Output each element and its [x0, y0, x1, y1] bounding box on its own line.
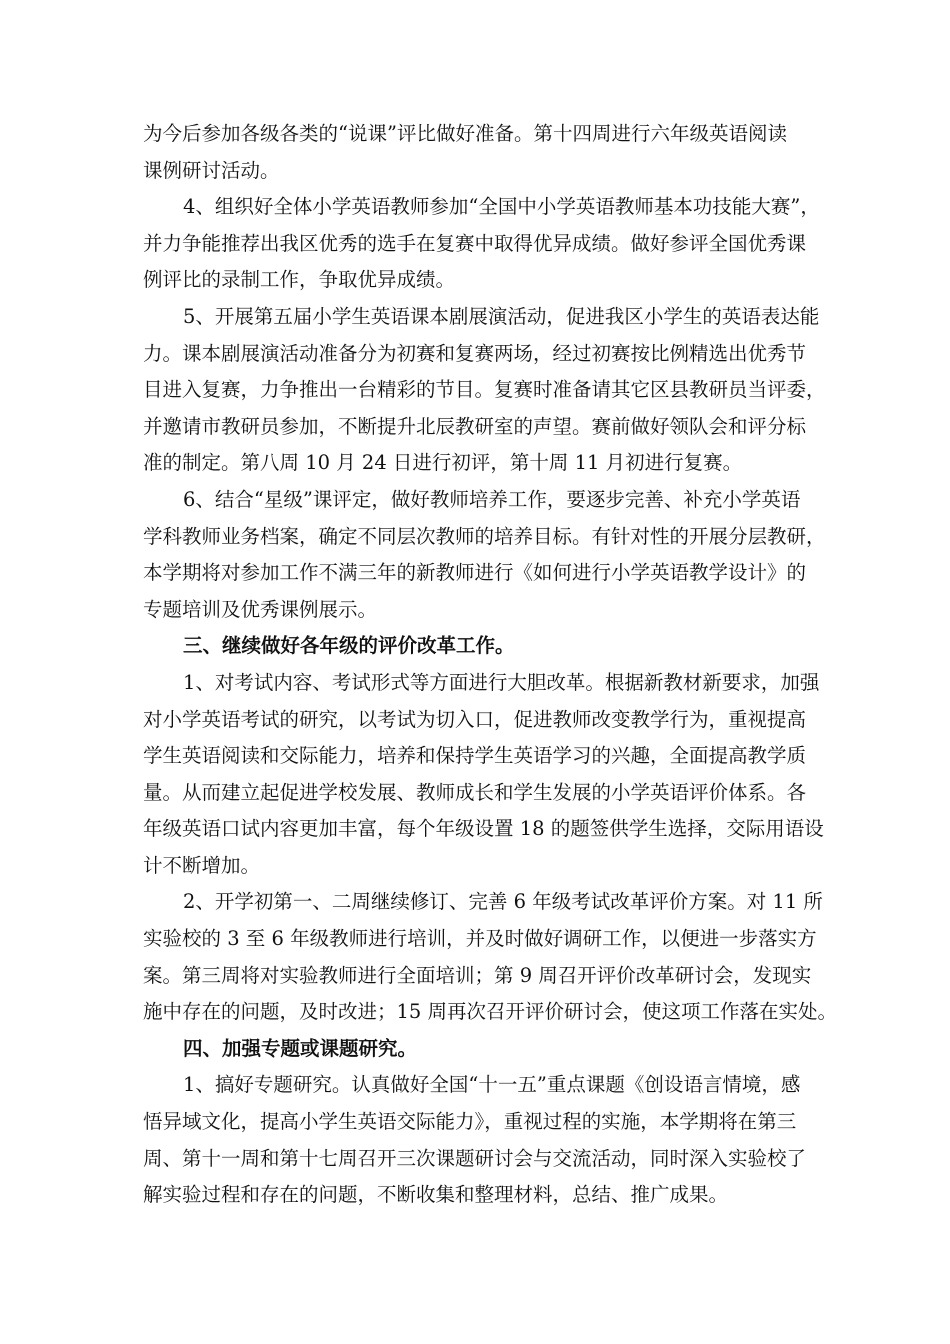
- paragraph-line: 年级英语口试内容更加丰富，每个年级设置 18 的题签供学生选择，交际用语设: [143, 817, 824, 841]
- paragraph-line: 悟异域文化，提高小学生英语交际能力》，重视过程的实施，本学期将在第三: [143, 1110, 797, 1134]
- section-heading: 三、继续做好各年级的评价改革工作。: [183, 634, 515, 658]
- paragraph-line: 专题培训及优秀课例展示。: [143, 597, 378, 621]
- paragraph-line: 计不断增加。: [143, 853, 261, 877]
- paragraph-line: 课例研讨活动。: [143, 158, 280, 182]
- paragraph-line: 对小学英语考试的研究，以考试为切入口，促进教师改变教学行为，重视提高: [143, 707, 807, 731]
- paragraph-line: 学科教师业务档案，确定不同层次教师的培养目标。有针对性的开展分层教研，: [143, 524, 826, 548]
- paragraph-line: 并邀请市教研员参加，不断提升北辰教研室的声望。赛前做好领队会和评分标: [143, 414, 807, 438]
- paragraph-line: 2、开学初第一、二周继续修订、完善 6 年级考试改革评价方案。对 11 所: [183, 890, 823, 914]
- paragraph-line: 量。从而建立起促进学校发展、教师成长和学生发展的小学英语评价体系。各: [143, 780, 807, 804]
- paragraph-line: 案。第三周将对实验教师进行全面培训；第 9 周召开评价改革研讨会，发现实: [143, 963, 812, 987]
- paragraph-line: 周、第十一周和第十七周召开三次课题研讨会与交流活动，同时深入实验校了: [143, 1146, 807, 1170]
- paragraph-line: 施中存在的问题，及时改进；15 周再次召开评价研讨会，使这项工作落在实处。: [143, 1000, 838, 1024]
- paragraph-line: 5、开展第五届小学生英语课本剧展演活动，促进我区小学生的英语表达能: [183, 304, 820, 328]
- document-body: [143, 116, 838, 1214]
- paragraph-line: 1、对考试内容、考试形式等方面进行大胆改革。根据新教材新要求，加强: [183, 670, 820, 694]
- paragraph-line: 为今后参加各级各类的“说课”评比做好准备。第十四周进行六年级英语阅读: [143, 122, 787, 145]
- paragraph-line: 目进入复赛，力争推出一台精彩的节目。复赛时准备请其它区县教研员当评委，: [143, 378, 826, 402]
- paragraph-line: 力。课本剧展演活动准备分为初赛和复赛两场，经过初赛按比例精选出优秀节: [143, 341, 807, 365]
- paragraph-line: 例评比的录制工作，争取优异成绩。: [143, 268, 456, 292]
- paragraph-line: 6、结合“星级”课评定，做好教师培养工作，要逐步完善、补充小学英语: [183, 487, 801, 511]
- paragraph-line: 1、搞好专题研究。认真做好全国“十一五”重点课题《创设语言情境，感: [183, 1073, 801, 1097]
- paragraph-line: 本学期将对参加工作不满三年的新教师进行《如何进行小学英语教学设计》的: [143, 561, 807, 585]
- paragraph-line: 学生英语阅读和交际能力，培养和保持学生英语学习的兴趣，全面提高教学质: [143, 744, 807, 768]
- paragraph-line: 准的制定。第八周 10 月 24 日进行初评，第十周 11 月初进行复赛。: [143, 451, 743, 475]
- paragraph-line: 并力争能推荐出我区优秀的选手在复赛中取得优异成绩。做好参评全国优秀课: [143, 231, 807, 255]
- paragraph-line: 4、组织好全体小学英语教师参加“全国中小学英语教师基本功技能大赛”，: [183, 195, 820, 219]
- paragraph-line: 实验校的 3 至 6 年级教师进行培训，并及时做好调研工作，以便进一步落实方: [143, 927, 817, 951]
- section-heading: 四、加强专题或课题研究。: [183, 1036, 418, 1060]
- paragraph-line: 解实验过程和存在的问题，不断收集和整理材料，总结、推广成果。: [143, 1183, 729, 1207]
